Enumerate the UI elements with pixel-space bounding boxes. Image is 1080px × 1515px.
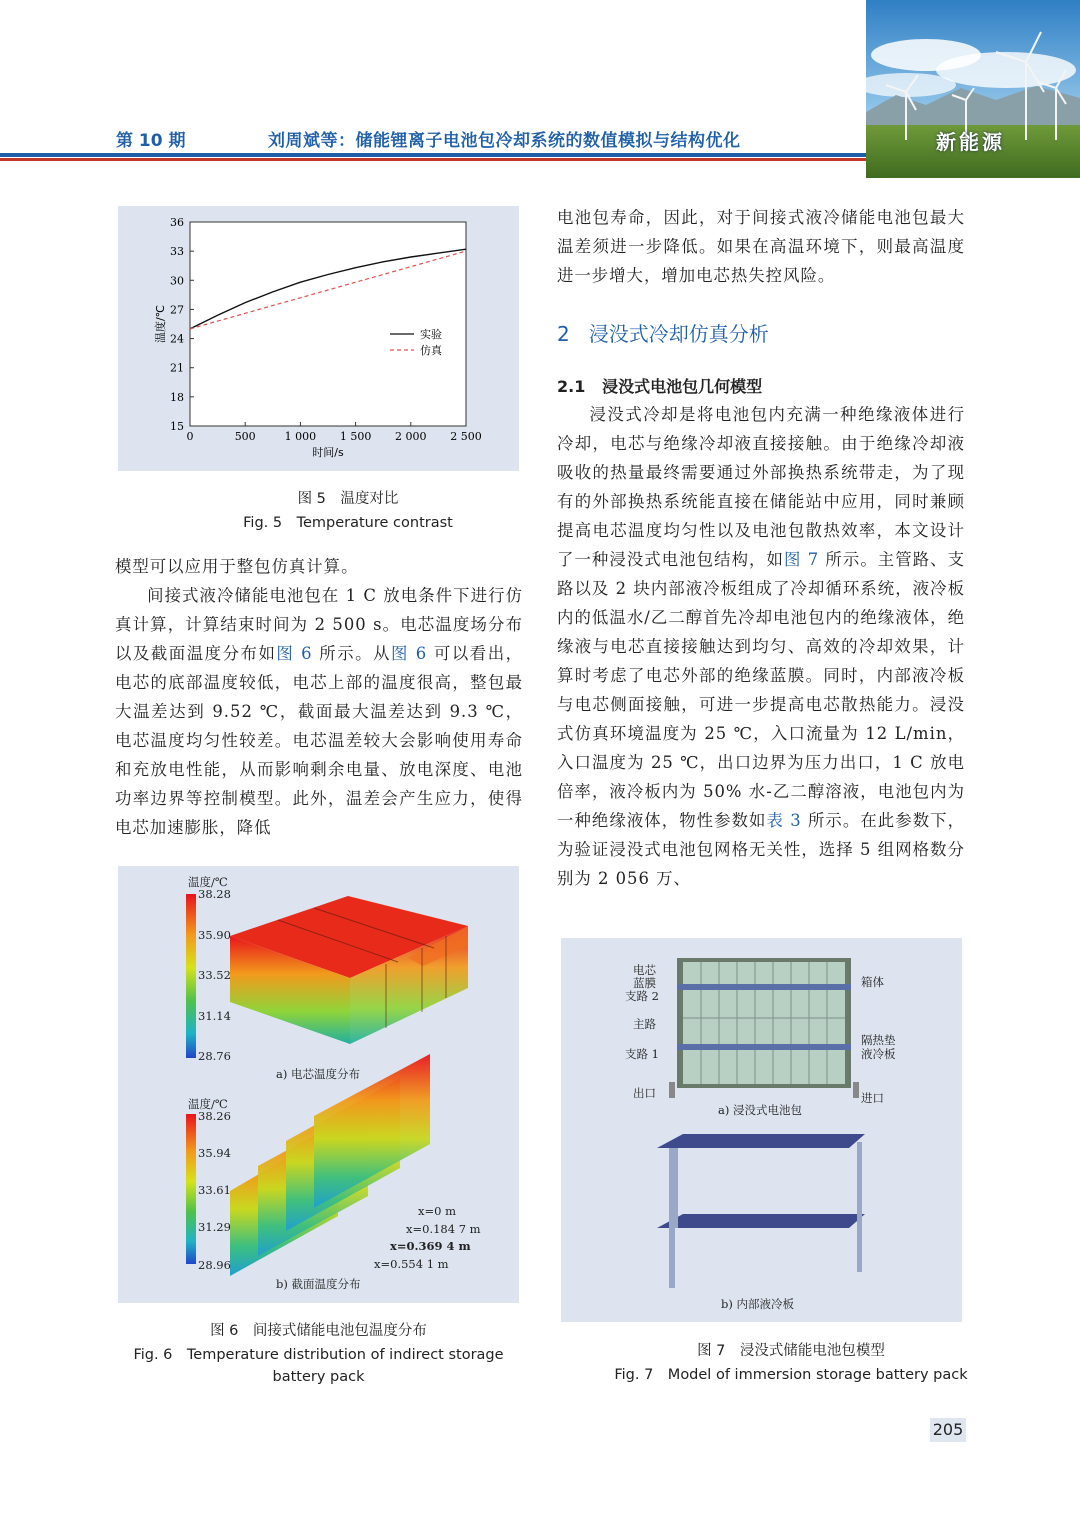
fig6a-tick: 38.28 (198, 887, 231, 901)
header-rule-red (0, 158, 866, 161)
fig7a-label-box: 箱体 (861, 975, 884, 989)
fig6a-tick: 28.76 (198, 1049, 231, 1063)
plot-area (190, 222, 466, 426)
y-tick-label: 24 (170, 332, 184, 346)
text-run: 浸没式冷却是将电池包内充满一种绝缘液体进行冷却，电芯与绝缘冷却液直接接触。由于绝缘冷却液吸收的热量最终需要通过外部换热系统带走，为了现有的外部换热系统能直接在储能站中应用，同时兼顾提高电芯温度均匀性以及电池包散热效率，本文设计了一种浸没式电池包结构，如 (557, 405, 965, 569)
legend-label: 实验 (420, 328, 442, 341)
fig6b-x-label: x=0.184 7 m (406, 1222, 481, 1236)
fig7a-outlet (669, 1082, 675, 1098)
right-paragraph-0: 电池包寿命，因此，对于间接式液冷储能电池包最大温差须进一步降低。如果在高温环境下，则最高温度进一步增大，增加电芯热失控风险。 (557, 208, 965, 285)
page-number: 205 (930, 1418, 966, 1442)
fig6a-label: a) 电芯温度分布 (276, 1067, 360, 1081)
left-paragraph-2 (115, 581, 523, 842)
fig6b-tick: 35.94 (198, 1146, 231, 1160)
subsection-title: 浸没式电池包几何模型 (602, 377, 763, 396)
fig6-caption-en-line1: Fig. 6 Temperature distribution of indirect storage (133, 1347, 504, 1363)
y-tick-label: 27 (170, 303, 184, 317)
fig6b-scale-title: 温度/℃ (188, 1097, 228, 1111)
fig6b-x-label: x=0.369 4 m (390, 1239, 471, 1253)
fig7a-label-branch1: 支路 1 (625, 1047, 659, 1061)
fig7a-label-cell: 电芯 (633, 963, 656, 977)
subsection-number: 2.1 (557, 377, 586, 396)
y-axis-label: 温度/℃ (154, 304, 167, 344)
fig6b-tick: 33.61 (198, 1183, 231, 1197)
y-tick-label: 15 (170, 420, 184, 433)
fig7b-label: b) 内部液冷板 (721, 1297, 795, 1311)
fig6a-color-scale (186, 894, 196, 1058)
subsection-heading (557, 374, 762, 397)
fig6b-tick: 38.26 (198, 1109, 231, 1123)
issue-number: 第 10 期 (116, 131, 186, 151)
x-tick-label: 2 500 (450, 430, 482, 443)
fig7-graphic (561, 938, 962, 1322)
fig6a-tick: 35.90 (198, 928, 231, 942)
fig7a-cooling-plate-bottom (677, 1044, 851, 1050)
legend-label: 仿真 (420, 344, 442, 357)
right-paragraph-1 (557, 400, 965, 893)
fig7a-label-plate: 液冷板 (861, 1047, 896, 1061)
section-title: 浸没式冷却仿真分析 (588, 322, 769, 346)
fig6b-tick: 31.29 (198, 1220, 231, 1234)
left-paragraph-1: 模型可以应用于整包仿真计算。 (115, 557, 359, 576)
fig6-caption-en-line2: battery pack (272, 1369, 365, 1385)
y-tick-label: 30 (170, 274, 184, 288)
y-tick-label: 18 (170, 390, 184, 404)
x-axis-label: 时间/s (312, 446, 344, 459)
fig7a-cells (683, 962, 845, 1084)
fig6b-x-label: x=0 m (418, 1204, 456, 1218)
header-rule-blue (0, 153, 866, 157)
figure-6-ref-link[interactable]: 图 6 (391, 644, 428, 663)
fig7-caption-en: Fig. 7 Model of immersion storage battery pack (614, 1367, 968, 1383)
figure-5 (118, 206, 519, 471)
fig5-chart (118, 206, 519, 471)
wind-turbine-banner-image (866, 0, 1080, 178)
text-run: 所示。在此参数下，为验证浸没式电池包网格无关性，选择 5 组网格数分别为 2 056 万、 (557, 811, 966, 888)
fig6-caption-cn: 图 6 间接式储能电池包温度分布 (210, 1323, 427, 1339)
fig5-caption-cn: 图 5 温度对比 (297, 491, 399, 507)
section-number: 2 (557, 322, 570, 346)
figure-6-ref-link[interactable]: 图 6 (276, 644, 313, 663)
fig7a-label-film: 蓝膜 (633, 976, 656, 990)
fig6-graphic (118, 866, 519, 1303)
y-tick-label: 36 (170, 216, 184, 229)
fig6b-tick: 28.96 (198, 1258, 231, 1272)
x-tick-label: 0 (186, 430, 194, 443)
text-run: 所示。从 (312, 644, 392, 663)
y-tick-label: 21 (170, 361, 184, 375)
fig6b-x-label: x=0.554 1 m (374, 1257, 449, 1271)
section-heading (557, 318, 769, 347)
fig7b-upper-plate (657, 1134, 865, 1148)
running-title: 刘周斌等：储能锂离子电池包冷却系统的数值模拟与结构优化 (268, 131, 741, 151)
fig7a-label-outlet: 出口 (633, 1086, 656, 1100)
figure-6 (118, 866, 519, 1303)
x-tick-label: 500 (234, 430, 256, 443)
fig7a-label: a) 浸没式电池包 (718, 1103, 802, 1117)
section-badge: 新能源 (936, 130, 1005, 154)
figure-7 (561, 938, 962, 1322)
fig6a-scale-title: 温度/℃ (188, 875, 228, 889)
fig6a-tick: 33.52 (198, 968, 231, 982)
x-tick-label: 1 000 (284, 430, 317, 443)
x-tick-label: 2 000 (395, 430, 427, 443)
fig6b-label: b) 截面温度分布 (276, 1277, 361, 1291)
text-run: 所示。主管路、支路以及 2 块内部液冷板组成了冷却循环系统，液冷板内的低温水/乙二醇首先冷却电池包内的绝缘液体，绝缘液与电芯直接接触达到均匀、高效的冷却效果，计算时考虑了电芯外部的绝缘蓝膜。同时，内部液冷板与电芯侧面接触，可进一步提高电芯散热能力。浸没式仿真环境温度为 25 ℃，入口流量为 12 L/min，入口温度为 25 ℃，出口边界为压力出口，1 C 放电倍率，液冷板内为 50% 水-乙二醇溶液，电池包内为一种绝缘液体，物性参数如 (557, 550, 965, 830)
figure-7-ref-link[interactable]: 图 7 (783, 550, 820, 569)
fig5-caption-en: Fig. 5 Temperature contrast (243, 515, 453, 531)
x-tick-label: 1 500 (339, 430, 372, 443)
fig6a-tick: 31.14 (198, 1009, 231, 1023)
text-run: 间接式液冷储能电池包在 1 C 放电条件下进行仿真计算，计算结束时间为 2 500 s。电芯温度场分布以及截面温度分布如 (115, 586, 523, 663)
fig7a-label-inlet: 进口 (861, 1091, 884, 1105)
fig7a-label-branch2: 支路 2 (625, 989, 659, 1003)
y-tick-label: 33 (170, 245, 184, 259)
fig7a-inlet (853, 1082, 859, 1098)
fig7a-cooling-plate-top (677, 984, 851, 990)
fig6b-color-scale (186, 1114, 196, 1264)
fig7a-label-insulation: 隔热垫 (861, 1033, 896, 1047)
fig7b-lower-plate (657, 1214, 865, 1228)
fig7a-label-main: 主路 (633, 1017, 656, 1031)
text-run: 可以看出，电芯的底部温度较低，电芯上部的温度很高，整包最大温差达到 9.52 ℃，截面最大温差达到 9.3 ℃，电芯温度均匀性较差。电芯温差较大会影响使用寿命和充放电性能，从而影响剩余电量、放电深度、电池功率边界等控制模型。此外，温差会产生应力，使得电芯加速膨胀，降低 (115, 644, 524, 837)
table-3-ref-link[interactable]: 表 3 (766, 811, 802, 830)
fig7-caption-cn: 图 7 浸没式储能电池包模型 (697, 1343, 885, 1359)
